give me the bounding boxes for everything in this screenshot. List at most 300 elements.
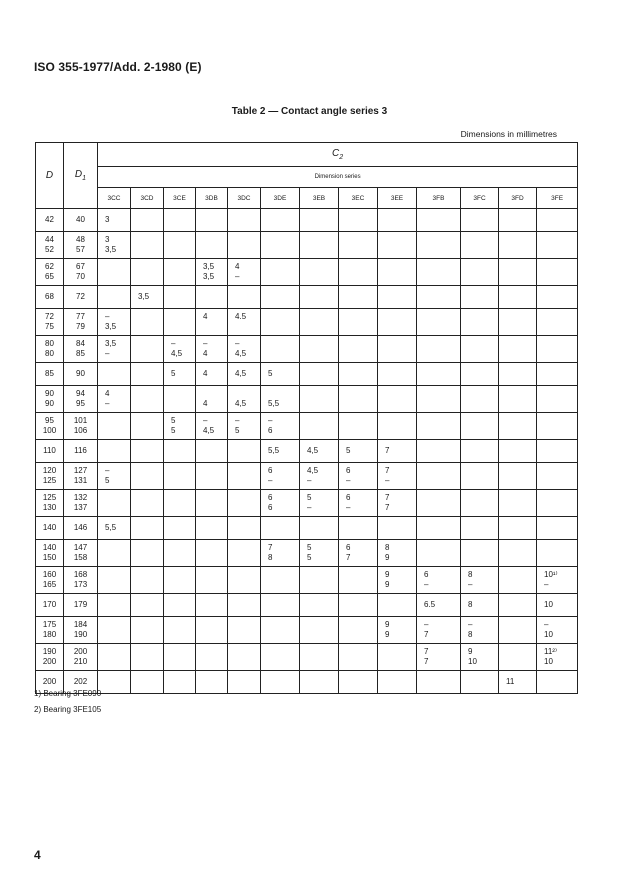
cell-3ec xyxy=(339,386,378,413)
cell-value: 190 xyxy=(73,630,88,639)
cell-3ce xyxy=(164,540,196,567)
cell-3eb xyxy=(300,363,339,386)
cell-3ce xyxy=(164,232,196,259)
cell-value: 7 xyxy=(346,553,351,562)
column-header-C2: $C_2$ xyxy=(98,143,578,167)
cell-3db xyxy=(196,363,228,386)
cell-value: 6 xyxy=(268,466,273,475)
cell-value: 44 xyxy=(45,235,54,244)
cell-3dc xyxy=(228,644,261,671)
cell-3fe xyxy=(537,517,578,540)
cell-value: – xyxy=(105,349,110,358)
cell-D1 xyxy=(64,567,98,594)
cell-3eb xyxy=(300,386,339,413)
cell-D1 xyxy=(64,259,98,286)
cell-3ec xyxy=(339,413,378,440)
cell-value: 5 xyxy=(171,416,176,425)
cell-3fd xyxy=(499,336,537,363)
cell-3fc xyxy=(461,517,499,540)
cell-value: 173 xyxy=(73,580,88,589)
cell-value: 62 xyxy=(45,262,54,271)
cell-3de xyxy=(261,386,300,413)
column-header-D1: $D_1$ xyxy=(64,143,98,209)
table-row xyxy=(36,386,578,413)
cell-value: 4,5 xyxy=(307,466,319,475)
cell-3cd xyxy=(131,440,164,463)
cell-value: 7 xyxy=(424,657,429,666)
cell-3ee xyxy=(378,463,417,490)
cell-3ce xyxy=(164,594,196,617)
cell-value: 79 xyxy=(76,322,85,331)
cell-3fb xyxy=(417,309,461,336)
cell-3de xyxy=(261,644,300,671)
cell-3fe xyxy=(537,309,578,336)
table-row xyxy=(36,232,578,259)
cell-value: 7 xyxy=(385,466,390,475)
cell-value: – xyxy=(203,339,208,348)
cell-value: 168 xyxy=(73,570,88,579)
cell-D1 xyxy=(64,232,98,259)
cell-3cd xyxy=(131,463,164,490)
cell-value: 5,5 xyxy=(105,523,117,532)
cell-3fd xyxy=(499,363,537,386)
cell-3ce xyxy=(164,336,196,363)
cell-3de xyxy=(261,259,300,286)
cell-3eb xyxy=(300,286,339,309)
cell-value: 5 xyxy=(105,476,110,485)
cell-value: 210 xyxy=(73,657,88,666)
table-caption: Table 2 — Contact angle series 3 xyxy=(231,106,388,117)
cell-3cd xyxy=(131,309,164,336)
cell-value: 6.5 xyxy=(424,600,436,609)
cell-3fd xyxy=(499,259,537,286)
table-row xyxy=(36,209,578,232)
cell-3ce xyxy=(164,286,196,309)
cell-3cc xyxy=(98,259,131,286)
series-header-3eb: 3EB xyxy=(300,188,339,209)
cell-3ee xyxy=(378,413,417,440)
cell-value: 8 xyxy=(468,600,473,609)
cell-3db xyxy=(196,567,228,594)
cell-value: 150 xyxy=(42,553,57,562)
cell-value: 8 xyxy=(468,630,473,639)
cell-3fd xyxy=(499,671,537,694)
cell-3de xyxy=(261,363,300,386)
table-row xyxy=(36,363,578,386)
cell-value: 6 xyxy=(424,570,429,579)
cell-3fe xyxy=(537,644,578,671)
cell-3ce xyxy=(164,363,196,386)
cell-D xyxy=(36,567,64,594)
cell-3ec xyxy=(339,617,378,644)
cell-value: – xyxy=(268,476,273,485)
units-note: Dimensions in millimetres xyxy=(460,129,557,139)
cell-3dc xyxy=(228,671,261,694)
cell-value: 8 xyxy=(385,543,390,552)
cell-3ec xyxy=(339,259,378,286)
cell-value: 90 xyxy=(45,399,54,408)
cell-3cc xyxy=(98,209,131,232)
cell-3dc xyxy=(228,386,261,413)
cell-D1 xyxy=(64,617,98,644)
cell-3de xyxy=(261,440,300,463)
cell-3db xyxy=(196,336,228,363)
cell-3cd xyxy=(131,209,164,232)
cell-3ce xyxy=(164,617,196,644)
cell-D xyxy=(36,286,64,309)
series-header-3ee: 3EE xyxy=(378,188,417,209)
cell-3ec xyxy=(339,517,378,540)
cell-3ec xyxy=(339,209,378,232)
cell-3fe xyxy=(537,540,578,567)
cell-value: 125 xyxy=(42,476,57,485)
cell-3fe xyxy=(537,490,578,517)
cell-value: 175 xyxy=(42,620,57,629)
cell-value: 40 xyxy=(76,215,85,224)
cell-value: 7 xyxy=(268,543,273,552)
cell-value: 3,5 xyxy=(203,272,215,281)
cell-value: 170 xyxy=(42,600,57,609)
cell-value: 90 xyxy=(76,369,85,378)
cell-3fc xyxy=(461,490,499,517)
cell-3fd xyxy=(499,617,537,644)
cell-value: 68 xyxy=(45,292,54,301)
cell-3dc xyxy=(228,490,261,517)
cell-3dc xyxy=(228,463,261,490)
cell-3ce xyxy=(164,413,196,440)
cell-value: 80 xyxy=(45,339,54,348)
series-header-3ec: 3EC xyxy=(339,188,378,209)
cell-3ee xyxy=(378,594,417,617)
cell-3ec xyxy=(339,232,378,259)
cell-3fc xyxy=(461,336,499,363)
cell-3dc xyxy=(228,617,261,644)
cell-value: – xyxy=(235,272,240,281)
cell-value: 5,5 xyxy=(268,399,280,408)
cell-3eb xyxy=(300,209,339,232)
cell-value: – xyxy=(235,416,240,425)
cell-D1 xyxy=(64,309,98,336)
cell-3dc xyxy=(228,336,261,363)
cell-3fe xyxy=(537,232,578,259)
series-header-3fd: 3FD xyxy=(499,188,537,209)
cell-value: 42 xyxy=(45,215,54,224)
cell-value: – xyxy=(203,416,208,425)
cell-3fd xyxy=(499,463,537,490)
cell-3fd xyxy=(499,440,537,463)
column-header-D: D xyxy=(36,143,64,209)
cell-value: 4 xyxy=(235,262,240,271)
cell-3de xyxy=(261,490,300,517)
cell-3de xyxy=(261,594,300,617)
cell-3fb xyxy=(417,644,461,671)
cell-value: 200 xyxy=(73,647,88,656)
cell-D xyxy=(36,363,64,386)
cell-3ee xyxy=(378,517,417,540)
cell-3de xyxy=(261,463,300,490)
cell-3cc xyxy=(98,517,131,540)
cell-value: – xyxy=(544,620,549,629)
cell-D1 xyxy=(64,413,98,440)
cell-value: 8 xyxy=(268,553,273,562)
cell-3fc xyxy=(461,309,499,336)
cell-value: 160 xyxy=(42,570,57,579)
cell-3ec xyxy=(339,463,378,490)
cell-value xyxy=(268,389,299,399)
cell-3cc xyxy=(98,463,131,490)
cell-value: 65 xyxy=(45,272,54,281)
cell-3ec xyxy=(339,363,378,386)
cell-D1 xyxy=(64,363,98,386)
cell-3ec xyxy=(339,336,378,363)
cell-3db xyxy=(196,286,228,309)
cell-value: 9 xyxy=(385,570,390,579)
cell-D1 xyxy=(64,594,98,617)
cell-3dc xyxy=(228,363,261,386)
cell-3ee xyxy=(378,386,417,413)
cell-3de xyxy=(261,286,300,309)
table-row xyxy=(36,540,578,567)
series-header-3fe: 3FE xyxy=(537,188,578,209)
cell-value: 85 xyxy=(45,369,54,378)
cell-3cc xyxy=(98,413,131,440)
footnote-1: 1) Bearing 3FE090 xyxy=(34,689,102,698)
cell-value: 10 xyxy=(468,657,477,666)
table-row xyxy=(36,286,578,309)
series-header-3dc: 3DC xyxy=(228,188,261,209)
cell-value: 70 xyxy=(76,272,85,281)
cell-3cd xyxy=(131,540,164,567)
cell-value: 75 xyxy=(45,322,54,331)
cell-3de xyxy=(261,209,300,232)
cell-3fe xyxy=(537,413,578,440)
cell-value: – xyxy=(171,339,176,348)
cell-3de xyxy=(261,336,300,363)
cell-value: 4,5 xyxy=(235,349,247,358)
cell-3fe xyxy=(537,594,578,617)
cell-value: 9 xyxy=(385,580,390,589)
cell-3fd xyxy=(499,413,537,440)
cell-3ec xyxy=(339,644,378,671)
cell-3dc xyxy=(228,440,261,463)
cell-3cd xyxy=(131,232,164,259)
page-number: 4 xyxy=(34,848,41,862)
series-header-3cd: 3CD xyxy=(131,188,164,209)
cell-3cc xyxy=(98,644,131,671)
cell-value: 4 xyxy=(105,389,110,398)
cell-3de xyxy=(261,413,300,440)
cell-value: 5,5 xyxy=(268,446,280,455)
cell-value: – xyxy=(424,580,429,589)
cell-D1 xyxy=(64,517,98,540)
cell-3eb xyxy=(300,440,339,463)
cell-value: 8 xyxy=(468,570,473,579)
cell-value: – xyxy=(385,476,390,485)
cell-D1 xyxy=(64,386,98,413)
cell-value: – xyxy=(235,339,240,348)
cell-value: 3,5 xyxy=(105,245,117,254)
footnotes xyxy=(34,686,101,718)
cell-3eb xyxy=(300,232,339,259)
cell-3ee xyxy=(378,259,417,286)
cell-3fb xyxy=(417,490,461,517)
cell-3ce xyxy=(164,386,196,413)
table-row xyxy=(36,463,578,490)
cell-3de xyxy=(261,309,300,336)
cell-value: 4 xyxy=(203,369,208,378)
cell-value: 3,5 xyxy=(203,262,215,271)
cell-value: 6 xyxy=(268,503,273,512)
cell-3fc xyxy=(461,413,499,440)
table-row xyxy=(36,336,578,363)
cell-3ce xyxy=(164,309,196,336)
cell-3ce xyxy=(164,490,196,517)
cell-3fb xyxy=(417,259,461,286)
cell-D xyxy=(36,209,64,232)
cell-value: – xyxy=(346,503,351,512)
cell-value: 190 xyxy=(42,647,57,656)
cell-3fc xyxy=(461,567,499,594)
cell-value: 4 xyxy=(203,312,208,321)
cell-3eb xyxy=(300,617,339,644)
cell-3fc xyxy=(461,671,499,694)
cell-D xyxy=(36,594,64,617)
series-header-3db: 3DB xyxy=(196,188,228,209)
cell-D1 xyxy=(64,463,98,490)
document-header: ISO 355-1977/Add. 2-1980 (E) xyxy=(34,60,202,74)
cell-3de xyxy=(261,567,300,594)
cell-3cd xyxy=(131,386,164,413)
cell-value: – xyxy=(105,399,110,408)
cell-value: 5 xyxy=(307,553,312,562)
cell-value: 5 xyxy=(268,369,273,378)
cell-3ec xyxy=(339,594,378,617)
cell-value: – xyxy=(346,476,351,485)
series-header-3fc: 3FC xyxy=(461,188,499,209)
cell-value: 11 xyxy=(506,677,515,686)
cell-3fc xyxy=(461,617,499,644)
cell-3dc xyxy=(228,232,261,259)
cell-value: 5 xyxy=(307,493,312,502)
cell-3fb xyxy=(417,386,461,413)
cell-D xyxy=(36,232,64,259)
cell-3fd xyxy=(499,209,537,232)
cell-3ec xyxy=(339,567,378,594)
cell-3ee xyxy=(378,540,417,567)
cell-3fd xyxy=(499,309,537,336)
cell-3cc xyxy=(98,232,131,259)
cell-value: 3 xyxy=(105,215,110,224)
cell-3cc xyxy=(98,490,131,517)
cell-value: 6 xyxy=(268,426,273,435)
cell-value: 3 xyxy=(105,235,110,244)
cell-3fe xyxy=(537,386,578,413)
cell-3fe xyxy=(537,336,578,363)
cell-value: 179 xyxy=(73,600,88,609)
table-row xyxy=(36,309,578,336)
cell-3cc xyxy=(98,540,131,567)
cell-value: 9 xyxy=(468,647,473,656)
cell-3ee xyxy=(378,232,417,259)
cell-3ce xyxy=(164,440,196,463)
cell-3db xyxy=(196,440,228,463)
cell-value: 7 xyxy=(424,647,429,656)
cell-3dc xyxy=(228,540,261,567)
cell-3fd xyxy=(499,286,537,309)
cell-value: 158 xyxy=(73,553,88,562)
cell-3ee xyxy=(378,336,417,363)
cell-3ee xyxy=(378,363,417,386)
cell-D1 xyxy=(64,540,98,567)
cell-3de xyxy=(261,617,300,644)
cell-value: 67 xyxy=(76,262,85,271)
cell-D xyxy=(36,440,64,463)
cell-3cd xyxy=(131,259,164,286)
cell-3ee xyxy=(378,490,417,517)
cell-value: 140 xyxy=(42,543,57,552)
cell-value: – xyxy=(268,416,273,425)
cell-3ce xyxy=(164,671,196,694)
cell-3cd xyxy=(131,336,164,363)
cell-3db xyxy=(196,259,228,286)
cell-3fe xyxy=(537,567,578,594)
cell-3de xyxy=(261,517,300,540)
cell-3fb xyxy=(417,413,461,440)
cell-3fb xyxy=(417,517,461,540)
cell-3cc xyxy=(98,386,131,413)
cell-D xyxy=(36,644,64,671)
cell-3ee xyxy=(378,286,417,309)
cell-value: 120 xyxy=(42,466,57,475)
table-row xyxy=(36,490,578,517)
cell-value: 147 xyxy=(73,543,88,552)
cell-3fb xyxy=(417,594,461,617)
cell-value: 184 xyxy=(73,620,88,629)
cell-3eb xyxy=(300,463,339,490)
table-row xyxy=(36,567,578,594)
cell-3eb xyxy=(300,517,339,540)
cell-value: 7 xyxy=(385,446,390,455)
cell-3ce xyxy=(164,644,196,671)
cell-value: 3,5 xyxy=(138,292,150,301)
cell-3cd xyxy=(131,517,164,540)
cell-3db xyxy=(196,413,228,440)
cell-value: 5 xyxy=(171,369,176,378)
table-row xyxy=(36,671,578,694)
cell-value: 6 xyxy=(268,493,273,502)
cell-3fe xyxy=(537,440,578,463)
cell-3ce xyxy=(164,463,196,490)
cell-3ec xyxy=(339,286,378,309)
cell-value: 4,5 xyxy=(203,426,215,435)
cell-3fd xyxy=(499,540,537,567)
cell-D xyxy=(36,463,64,490)
cell-3dc xyxy=(228,413,261,440)
cell-3fb xyxy=(417,209,461,232)
cell-value: 165 xyxy=(42,580,57,589)
cell-3fe xyxy=(537,617,578,644)
cell-3fb xyxy=(417,232,461,259)
cell-value: 9 xyxy=(385,553,390,562)
cell-3eb xyxy=(300,594,339,617)
cell-3eb xyxy=(300,336,339,363)
cell-3cc xyxy=(98,286,131,309)
cell-value: 100 xyxy=(42,426,57,435)
cell-3db xyxy=(196,617,228,644)
cell-3cd xyxy=(131,490,164,517)
cell-3fc xyxy=(461,386,499,413)
cell-3dc xyxy=(228,209,261,232)
